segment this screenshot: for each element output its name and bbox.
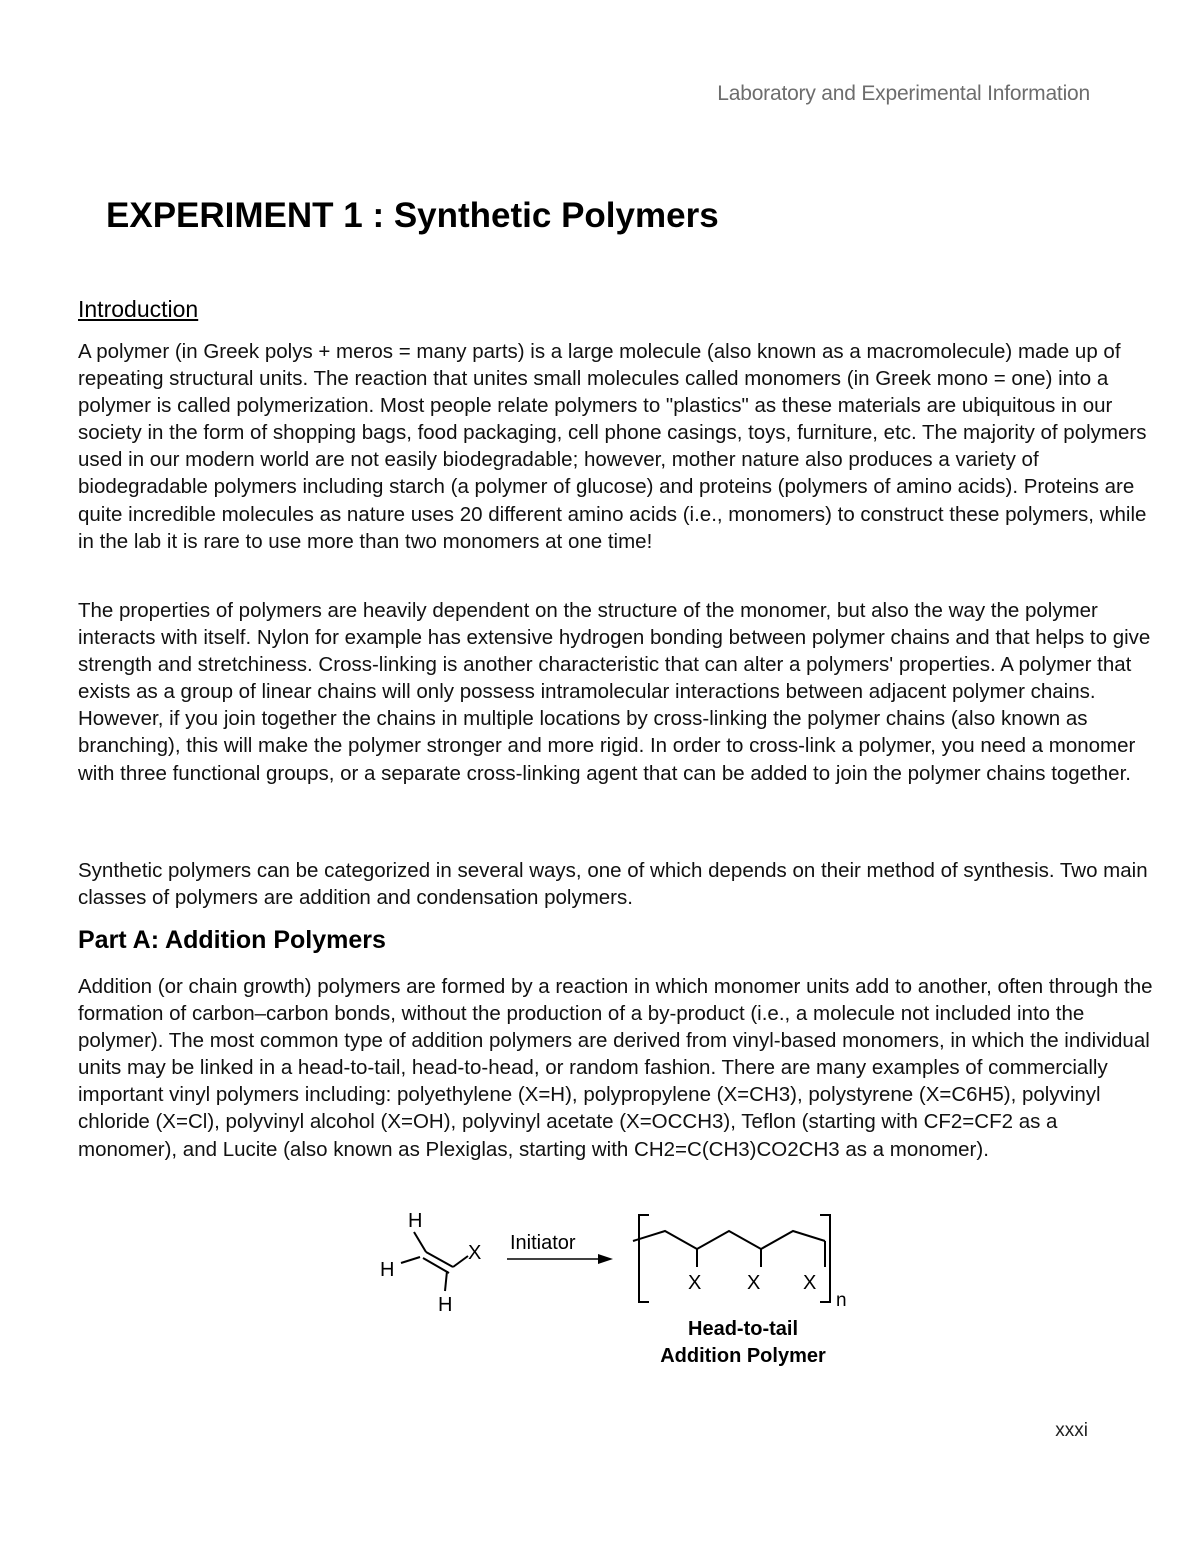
reaction-scheme bbox=[370, 1205, 850, 1380]
part-a-heading: Part A: Addition Polymers bbox=[78, 926, 386, 954]
running-header: Laboratory and Experimental Information bbox=[717, 82, 1090, 105]
intro-paragraph-3: Synthetic polymers can be categorized in several ways, one of which depends on their method of synthesis. Two main classes of polymers are addition and condensation polymers. bbox=[78, 859, 1148, 910]
intro-paragraph-2: The properties of polymers are heavily dependent on the structure of the monomer, but also the way the polymer interacts with itself. Nylon for example has extensive hydrogen bonding between polymer chains and that helps to give strength and stretchiness. Cross-linking is another characteristic that can alter a polymers' properties. A polymer that exists as a group of linear chains will only possess intramolecular interactions between adjacent polymer chains. However, if you join together the chains in multiple locations by cross-linking the polymer chains (also known as branching), this will make the polymer stronger and more rigid. In order to cross-link a polymer, you need a monomer with three functional groups, or a separate cross-linking agent that can be added to join the polymer chains together. bbox=[78, 599, 1151, 785]
page-number: xxxi bbox=[1055, 1420, 1088, 1441]
introduction-heading: Introduction bbox=[78, 296, 199, 322]
polymer-substituent-1: X bbox=[688, 1272, 702, 1294]
monomer-h-bottom: H bbox=[438, 1294, 453, 1316]
intro-paragraph-1: A polymer (in Greek polys + meros = many parts) is a large molecule (also known as a macromolecule) made up of repeating structural units. The reaction that unites small molecules called monomers (in Greek mono = one) into a polymer is called polymerization. Most people relate polymers to "plastics" as these materials are ubiquitous in our society in the form of shopping bags, food packaging, cell phone casings, toys, furniture, etc. The majority of polymers used in our modern world are not easily biodegradable; however, mother nature also produces a variety of biodegradable polymers including starch (a polymer of glucose) and proteins (polymers of amino acids). Proteins are quite incredible molecules as nature uses 20 different amino acids (i.e., monomers) to construct these polymers, while in the lab it is rare to use more than two monomers at one time! bbox=[78, 340, 1147, 553]
page-title: EXPERIMENT 1 : Synthetic Polymers bbox=[106, 196, 719, 235]
addition-polymerization-figure bbox=[370, 1205, 850, 1380]
monomer-x: X bbox=[468, 1242, 482, 1264]
part-a-paragraph: Addition (or chain growth) polymers are formed by a reaction in which monomer units add to another, often through the formation of carbon–carbon bonds, without the production of a by-product (i.e., a molecule not included into the polymer). The most common type of addition polymers are derived from vinyl-based monomers, in which the individual units may be linked in a head-to-tail, head-to-head, or random fashion. There are many examples of commercially important vinyl polymers including: polyethylene (X=H), polypropylene (X=CH3), polystyrene (X=C6H5), polyvinyl chloride (X=Cl), polyvinyl alcohol (X=OH), polyvinyl acetate (X=OCCH3), Teflon (starting with CF2=CF2 as a monomer), and Lucite (also known as Plexiglas, starting with CH2=C(CH3)CO2CH3 as a monomer). bbox=[78, 975, 1153, 1161]
arrow-label: Initiator bbox=[510, 1232, 576, 1254]
monomer-h-left: H bbox=[380, 1259, 395, 1281]
polymer-substituent-2: X bbox=[747, 1272, 761, 1294]
figure-caption-line-2: Addition Polymer bbox=[660, 1345, 826, 1367]
polymer-structure bbox=[633, 1215, 830, 1302]
vinyl-monomer-structure bbox=[401, 1232, 468, 1291]
monomer-h-top: H bbox=[408, 1210, 423, 1232]
reaction-arrow-head bbox=[598, 1254, 613, 1264]
polymer-substituent-3: X bbox=[803, 1272, 817, 1294]
figure-caption-line-1: Head-to-tail bbox=[688, 1318, 798, 1340]
repeat-subscript: n bbox=[836, 1290, 847, 1311]
